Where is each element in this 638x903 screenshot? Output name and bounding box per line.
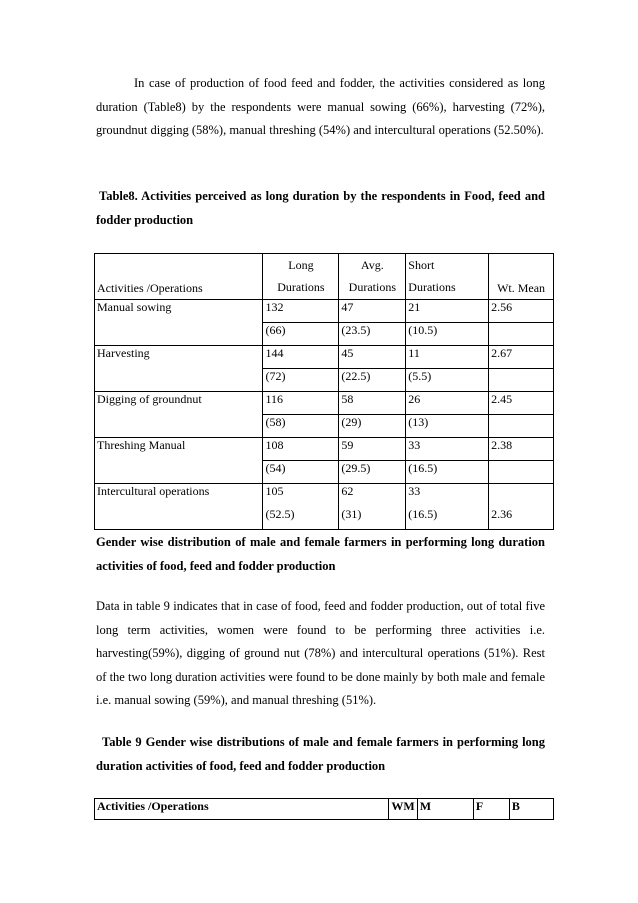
row-short: 33 [406, 438, 489, 461]
row-long: 108 [263, 438, 339, 461]
header-wm: WM [389, 799, 417, 820]
table-row [95, 392, 554, 415]
row-avg: 62 [339, 484, 406, 507]
row-avg-pct: (22.5) [339, 369, 406, 392]
row-wm: 2.36 [489, 507, 554, 530]
row-avg: 59 [339, 438, 406, 461]
table8-caption: Table8. Activities perceived as long duration by the respondents in Food, feed and fodder production [96, 189, 545, 227]
intro-paragraph: In case of production of food feed and fodder, the activities considered as long duration (Table8) by the respondents were manual sowing (66%), harvesting (72%), groundnut digging (58%), manual threshing (54%) and intercultural operations (52.50%). [96, 76, 545, 137]
row-avg-pct: (29) [339, 415, 406, 438]
row-long: 132 [263, 300, 339, 323]
row-long: 144 [263, 346, 339, 369]
table-row [95, 484, 554, 507]
row-avg: 47 [339, 300, 406, 323]
row-long: 105 [263, 484, 339, 507]
row-long-pct: (52.5) [263, 507, 339, 530]
row-long-pct: (54) [263, 461, 339, 484]
row-long-pct: (72) [263, 369, 339, 392]
header-m: M [417, 799, 473, 820]
header-short: Short Durations [406, 254, 489, 300]
row-avg-pct: (29.5) [339, 461, 406, 484]
row-long-pct: (66) [263, 323, 339, 346]
table-row [95, 346, 554, 369]
table-row [95, 300, 554, 323]
row-short-pct: (10.5) [406, 323, 489, 346]
row-avg-pct: (23.5) [339, 323, 406, 346]
table-row-pct [95, 323, 554, 346]
table8 [94, 253, 554, 530]
header-activities: Activities /Operations [95, 799, 389, 820]
gender-heading: Gender wise distribution of male and female farmers in performing long duration activities of food, feed and fodder production [96, 535, 545, 573]
table-row-pct [95, 507, 554, 530]
row-short: 21 [406, 300, 489, 323]
row-activity: Digging of groundnut [95, 392, 263, 415]
table9-header-row [95, 799, 554, 820]
row-short: 11 [406, 346, 489, 369]
header-long: Long Durations [263, 254, 339, 300]
row-long-pct: (58) [263, 415, 339, 438]
table9 [94, 798, 554, 820]
row-short: 26 [406, 392, 489, 415]
gender-paragraph: Data in table 9 indicates that in case of food, feed and fodder production, out of total five long term activities, women were found to be performing three activities i.e. harvesting(59%), digging of ground nut (78%) and intercultural operations (51%). Rest of the two long duration activities were found to be done mainly by both male and female i.e. manual sowing (59%), and manual threshing (51%). [96, 599, 545, 707]
row-short: 33 [406, 484, 489, 507]
row-wm: 2.56 [489, 300, 554, 323]
header-wt-mean: Wt. Mean [489, 254, 554, 300]
header-b: B [509, 799, 553, 820]
row-activity: Manual sowing [95, 300, 263, 323]
table-row-pct [95, 461, 554, 484]
row-long: 116 [263, 392, 339, 415]
header-activities: Activities /Operations [95, 254, 263, 300]
row-avg-pct: (31) [339, 507, 406, 530]
row-short-pct: (5.5) [406, 369, 489, 392]
row-wm: 2.45 [489, 392, 554, 415]
table8-header-row [95, 254, 554, 300]
row-short-pct: (16.5) [406, 461, 489, 484]
table-row-pct [95, 369, 554, 392]
row-short-pct: (16.5) [406, 507, 489, 530]
row-avg: 58 [339, 392, 406, 415]
table9-caption: Table 9 Gender wise distributions of male and female farmers in performing long duration activities of food, feed and fodder production [96, 735, 545, 773]
row-wm: 2.38 [489, 438, 554, 461]
header-f: F [473, 799, 509, 820]
header-avg: Avg. Durations [339, 254, 406, 300]
row-avg: 45 [339, 346, 406, 369]
row-activity: Threshing Manual [95, 438, 263, 461]
row-short-pct: (13) [406, 415, 489, 438]
row-wm: 2.67 [489, 346, 554, 369]
table-row-pct [95, 415, 554, 438]
row-activity: Harvesting [95, 346, 263, 369]
row-activity: Intercultural operations [95, 484, 263, 507]
table-row [95, 438, 554, 461]
